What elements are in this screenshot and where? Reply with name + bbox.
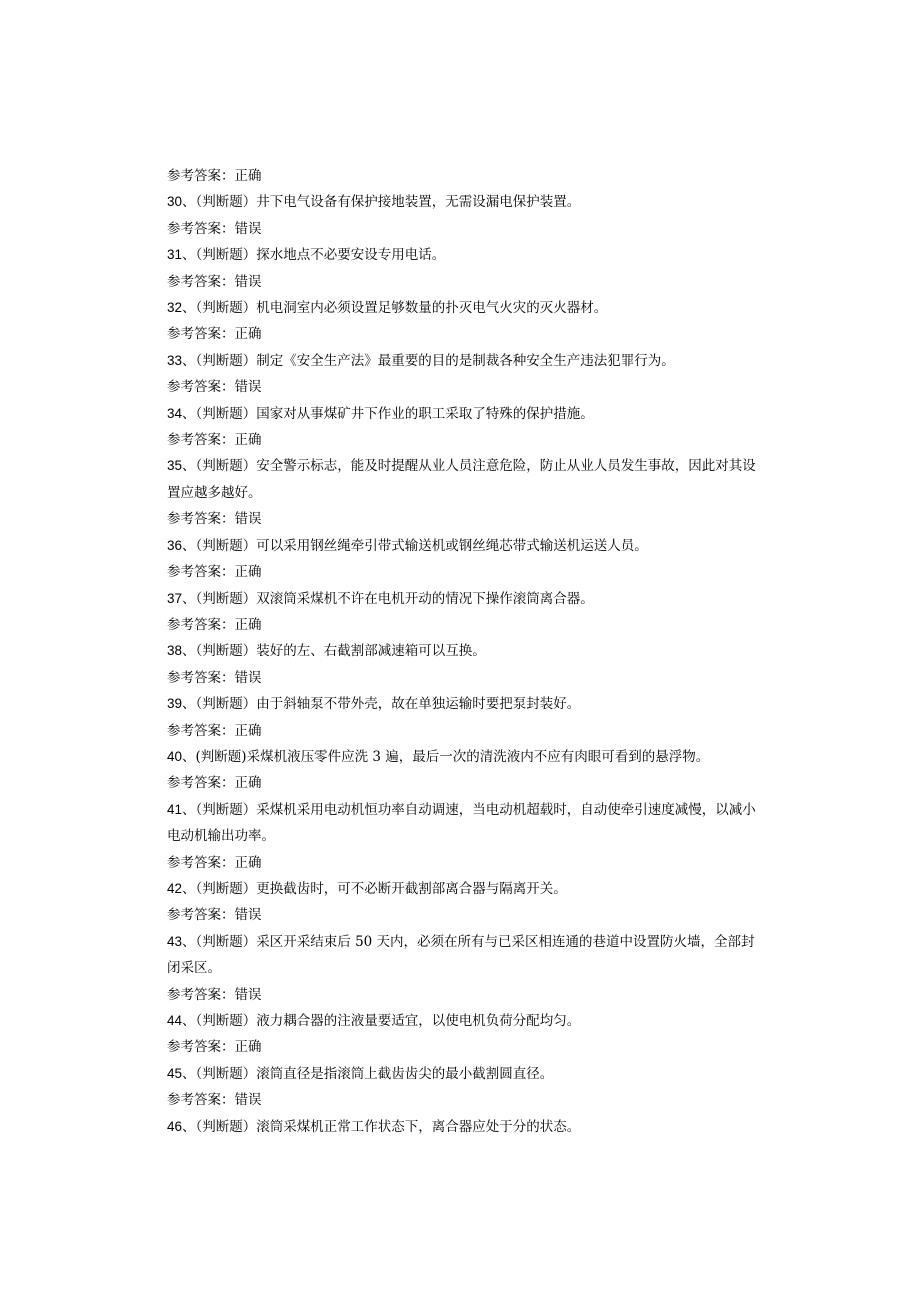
question-line bbox=[167, 348, 757, 374]
question-text: 、（判断题）探水地点不必要安设专用电话。 bbox=[182, 247, 446, 264]
question-number: 39 bbox=[167, 696, 183, 712]
question-line bbox=[167, 242, 757, 268]
question-number: 46 bbox=[167, 1118, 183, 1134]
answer-line: 参考答案：正确 bbox=[167, 722, 262, 739]
question-text: 、（判断题）装好的左、右截割部减速箱可以互换。 bbox=[182, 643, 486, 660]
answer-line: 参考答案：正确 bbox=[167, 168, 262, 184]
answer-line: 参考答案：正确 bbox=[167, 1039, 262, 1056]
question-text: 、（判断题）制定《安全生产法》最重要的目的是制裁各种安全生产违法犯罪行为。 bbox=[182, 352, 675, 369]
answer-line: 参考答案：错误 bbox=[167, 669, 262, 686]
answer-line: 参考答案：正确 bbox=[167, 564, 262, 581]
question-number: 44 bbox=[167, 1013, 183, 1028]
question-line bbox=[167, 586, 757, 612]
question-text: 、（判断题）国家对从事煤矿井下作业的职工采取了特殊的保护措施。 bbox=[182, 405, 594, 422]
answer-line: 参考答案：错误 bbox=[167, 907, 262, 924]
question-number: 43 bbox=[167, 933, 183, 949]
question-text: 、（判断题）双滚筒采煤机不许在电机开动的情况下操作滚筒离合器。 bbox=[182, 590, 594, 607]
answer-line: 参考答案：错误 bbox=[167, 379, 262, 396]
answer-line: 参考答案：正确 bbox=[167, 326, 262, 343]
answer-line: 参考答案：正确 bbox=[167, 432, 262, 449]
question-text: 、（判断题）机电洞室内必须设置足够数量的扑灭电气火灾的灭火器材。 bbox=[182, 300, 608, 317]
question-line bbox=[167, 1061, 757, 1087]
question-number: 41 bbox=[167, 801, 183, 817]
question-line bbox=[167, 638, 757, 664]
question-number: 40 bbox=[167, 748, 183, 764]
question-number: 38 bbox=[167, 643, 183, 659]
question-text: 、（判断题）滚筒采煤机正常工作状态下，离合器应处于分的状态。 bbox=[182, 1118, 581, 1135]
question-number: 32 bbox=[167, 300, 183, 316]
answer-line: 参考答案：正确 bbox=[167, 775, 262, 792]
question-number: 42 bbox=[167, 880, 183, 896]
question-line bbox=[167, 744, 757, 770]
question-number: 45 bbox=[167, 1065, 183, 1081]
answer-line: 参考答案：正确 bbox=[167, 616, 262, 633]
question-line bbox=[167, 295, 757, 321]
question-number: 33 bbox=[167, 352, 183, 368]
question-text: 、（判断题）由于斜轴泵不带外壳，故在单独运输时要把泵封装好。 bbox=[182, 696, 581, 713]
question-line bbox=[167, 401, 757, 427]
question-number: 37 bbox=[167, 590, 183, 606]
question-number: 31 bbox=[167, 247, 183, 263]
answer-line: 参考答案：正确 bbox=[167, 854, 262, 871]
question-line bbox=[167, 797, 757, 850]
question-line bbox=[167, 691, 757, 717]
question-text: 、（判断题）采煤机采用电动机恒功率自动调速，当电动机超载时，自动使牵引速度减慢，以减小电动机输出功率。 bbox=[167, 801, 756, 845]
question-line bbox=[167, 876, 757, 902]
question-line bbox=[167, 189, 757, 215]
answer-line: 参考答案：错误 bbox=[167, 220, 262, 237]
question-number: 34 bbox=[167, 405, 183, 421]
answer-line: 参考答案：错误 bbox=[167, 986, 262, 1003]
question-line bbox=[167, 1008, 757, 1034]
question-line bbox=[167, 1114, 757, 1140]
answer-line: 参考答案：错误 bbox=[167, 511, 262, 528]
question-text: 、（判断题）滚筒直径是指滚筒上截齿齿尖的最小截割圆直径。 bbox=[182, 1065, 554, 1082]
question-text: 、（判断题）更换截齿时，可不必断开截割部离合器与隔离开关。 bbox=[182, 880, 567, 897]
question-text: 、(判断题)采煤机液压零件应洗 3 遍，最后一次的清洗液内不应有肉眼可看到的悬浮物。 bbox=[182, 748, 710, 765]
answer-line: 参考答案：错误 bbox=[167, 273, 262, 290]
question-text: 、（判断题）安全警示标志，能及时提醒从业人员注意危险，防止从业人员发生事故，因此对其设置应越多越好。 bbox=[167, 458, 756, 501]
question-text: 、（判断题）液力耦合器的注液量要适宜，以使电机负荷分配均匀。 bbox=[182, 1013, 581, 1029]
document-page bbox=[167, 163, 757, 1140]
answer-line: 参考答案：错误 bbox=[167, 1092, 262, 1109]
question-line bbox=[167, 929, 757, 982]
question-line bbox=[167, 453, 757, 506]
question-line bbox=[167, 533, 757, 559]
question-text: 、（判断题）可以采用钢丝绳牵引带式输送机或钢丝绳芯带式输送机运送人员。 bbox=[182, 537, 648, 554]
question-text: 、（判断题）采区开采结束后 50 天内，必须在所有与已采区相连通的巷道中设置防火墙，全部封闭采区。 bbox=[167, 933, 755, 977]
question-text: 、（判断题）井下电气设备有保护接地装置，无需设漏电保护装置。 bbox=[182, 194, 581, 211]
question-number: 36 bbox=[167, 537, 183, 553]
question-number: 35 bbox=[167, 458, 183, 474]
question-number: 30 bbox=[167, 194, 183, 210]
